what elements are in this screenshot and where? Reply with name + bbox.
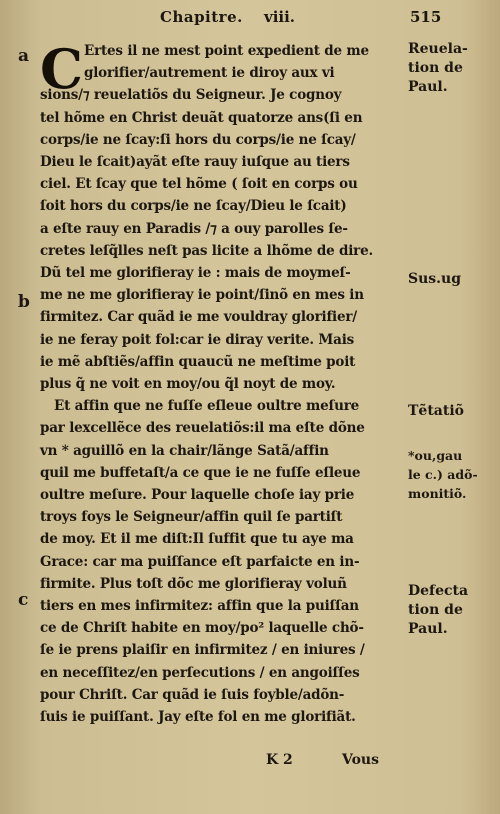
text-line: Dũ tel me glorifieray ie : mais de moymeſ- — [40, 265, 351, 281]
text-line: par lexcellẽce des reuelatiõs:il ma eſte dõne — [40, 420, 365, 437]
text-line: Et affin que ne fuſſe eſleue oultre meſure — [54, 398, 360, 415]
text-line: a eſte rauy en Paradis /⁊ a ouy parolles ſe- — [40, 220, 348, 237]
signature-mark: K 2 — [266, 752, 293, 768]
text-line: tiers en mes infirmitez: affin que la puiſſan — [40, 598, 359, 614]
text-line: cretes leſq̃lles neſt pas licite a lhõme de dire. — [40, 242, 373, 259]
catchword: Vous — [342, 752, 379, 768]
text-line: ſoit hors du corps/ie ne ſcay/Dieu le ſcait) — [40, 198, 347, 215]
running-header — [0, 6, 500, 30]
text-line: quil me buffetaſt/a ce que ie ne fuſſe eſleue — [40, 464, 361, 481]
chapter-number: viii. — [264, 8, 296, 26]
decorated-initial: C — [40, 37, 83, 101]
margin-letter-a: a — [18, 46, 30, 66]
text-line: plus q̃ ne voit en moy/ou q̃l noyt de moy. — [40, 376, 336, 392]
text-line: ce de Chriſt habite en moy/po² laquelle chõ- — [40, 620, 364, 637]
margin-note-sus: Sus.ug — [408, 271, 462, 287]
text-line: ſuis ie puiſſant. Jay eſte fol en me glorifiãt. — [40, 709, 356, 725]
text-line: Dieu le ſcait)ayãt eſte rauy iuſque au tiers — [40, 154, 350, 170]
text-line: firmite. Plus toſt dõc me glorifieray voluñ — [40, 575, 347, 592]
margin-note-temptation: Tẽtatiõ — [408, 403, 464, 419]
text-line: ſe ie prens plaiſir en infirmitez / en iniures / — [40, 642, 365, 659]
margin-note-admonition: *ou,gau le c.) adõ- monitiõ. — [408, 448, 478, 501]
text-line: de moy. Et il me diſt:Il ſuffit que tu aye ma — [40, 531, 354, 548]
margin-note-defection: Defecta tion de Paul. — [408, 583, 469, 637]
page-number: 515 — [410, 8, 442, 26]
text-line: en neceſſitez/en perſecutions / en angoiſſes — [40, 664, 360, 681]
text-line: troys foys le Seigneur/affin quil ſe partiſt — [40, 509, 343, 526]
text-line: corps/ie ne ſcay:ſi hors du corps/ie ne ſcay/ — [40, 131, 356, 148]
margin-note-revelation: Reuela- tion de Paul. — [408, 41, 468, 95]
margin-letter-b: b — [18, 292, 30, 312]
text-line: me ne me glorifieray ie point/ſinõ en mes in — [40, 287, 364, 304]
text-line: vn * aguillõ en la chair/lãnge Satã/affin — [40, 442, 329, 459]
text-line: firmitez. Car quãd ie me vouldray glorifier/ — [40, 309, 358, 326]
margin-letter-c: c — [18, 590, 29, 610]
text-line: tel hõme en Christ deuãt quatorze ans(ſi en — [40, 109, 363, 126]
text-line: ie ne feray poit fol:car ie diray verite. Mais — [40, 331, 355, 348]
text-line: glorifier/autrement ie diroy aux vi — [84, 65, 335, 82]
chapter-heading: Chapitre. — [160, 8, 243, 26]
text-line: oultre meſure. Pour laquelle choſe iay prie — [40, 487, 355, 503]
text-line: Ertes il ne mest point expedient de me — [84, 43, 369, 59]
text-line: sions/⁊ reuelatiõs du Seigneur. Je cognoy — [40, 87, 342, 104]
text-line: Grace: car ma puiſſance eſt parfaicte en in- — [40, 553, 360, 570]
text-line: ciel. Et ſcay que tel hõme ( ſoit en corps ou — [40, 176, 358, 193]
text-line: pour Chriſt. Car quãd ie ſuis foyble/adõn- — [40, 686, 345, 703]
text-line: ie mẽ abſtiẽs/affin quaucũ ne meſtime poit — [40, 353, 356, 370]
